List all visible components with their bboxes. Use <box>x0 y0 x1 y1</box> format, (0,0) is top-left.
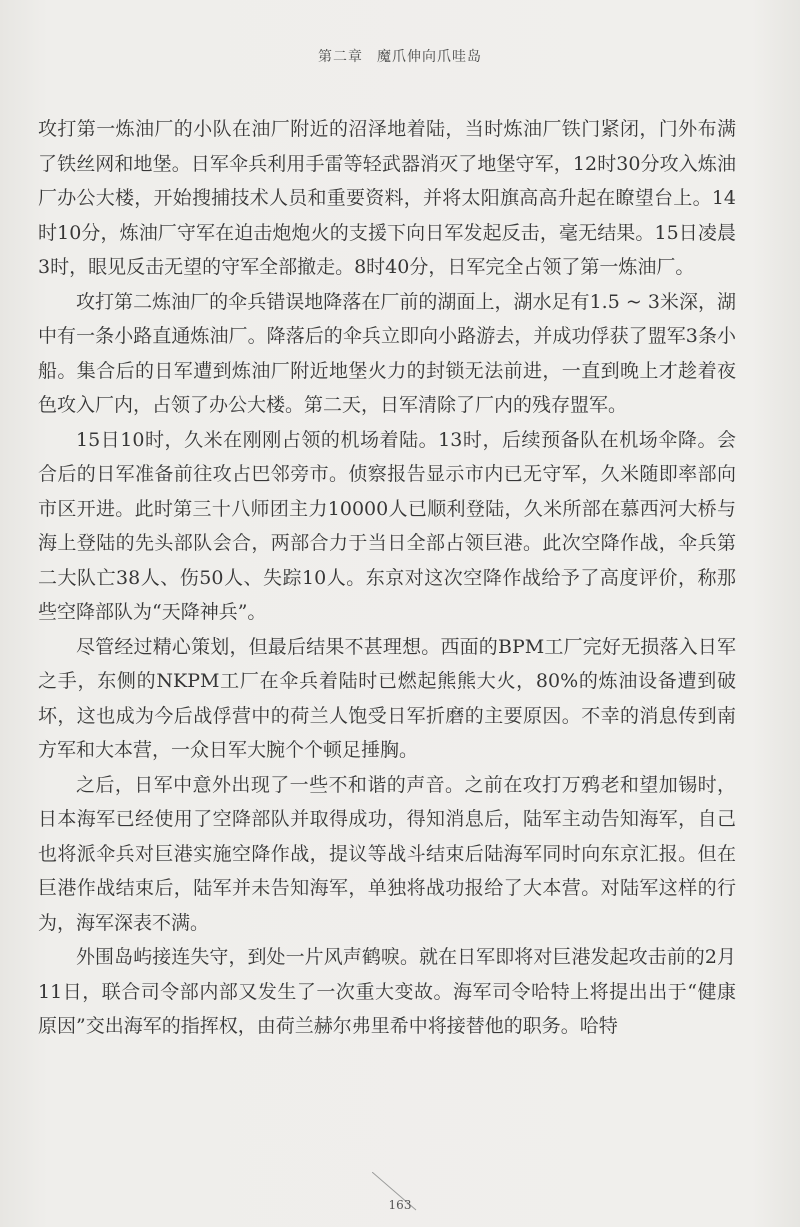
paragraph: 攻打第一炼油厂的小队在油厂附近的沼泽地着陆，当时炼油厂铁门紧闭，门外布满了铁丝网和地堡。日军伞兵利用手雷等轻武器消灭了地堡守军，12时30分攻入炼油厂办公大楼，开始搜捕技术人员和重要资料，并将太阳旗高高升起在瞭望台上。14时10分，炼油厂守军在迫击炮炮火的支援下向日军发起反击，毫无结果。15日凌晨3时，眼见反击无望的守军全部撤走。8时40分，日军完全占领了第一炼油厂。 <box>38 118 736 278</box>
paragraph: 外围岛屿接连失守，到处一片风声鹤唳。就在日军即将对巨港发起攻击前的2月11日，联合司令部内部又发生了一次重大变故。海军司令哈特上将提出出于“健康原因”交出海军的指挥权，由荷兰赫尔弗里希中将接替他的职务。哈特 <box>38 946 736 1037</box>
paragraph: 15日10时，久米在刚刚占领的机场着陆。13时，后续预备队在机场伞降。会合后的日军准备前往攻占巴邻旁市。侦察报告显示市内已无守军，久米随即率部向市区开进。此时第三十八师团主力10000人已顺利登陆，久米所部在慕西河大桥与海上登陆的先头部队会合，两部合力于当日全部占领巨港。此次空降作战，伞兵第二大队亡38人、伤50人、失踪10人。东京对这次空降作战给予了高度评价，称那些空降部队为“天降神兵”。 <box>38 428 736 623</box>
running-header <box>0 46 800 66</box>
page-number: 163 <box>388 1198 412 1212</box>
paragraph: 之后，日军中意外出现了一些不和谐的声音。之前在攻打万鸦老和望加锡时，日本海军已经使用了空降部队并取得成功，得知消息后，陆军主动告知海军，自己也将派伞兵对巨港实施空降作战，提议等战斗结束后陆海军同时向东京汇报。但在巨港作战结束后，陆军并未告知海军，单独将战功报给了大本营。对陆军这样的行为，海军深表不满。 <box>38 773 736 934</box>
paragraph: 尽管经过精心策划，但最后结果不甚理想。西面的BPM工厂完好无损落入日军之手，东侧的NKPM工厂在伞兵着陆时已燃起熊熊大火，80%的炼油设备遭到破坏，这也成为今后战俘营中的荷兰人饱受日军折磨的主要原因。不幸的消息传到南方军和大本营，一众日军大腕个个顿足捶胸。 <box>38 635 736 761</box>
paragraph: 攻打第二炼油厂的伞兵错误地降落在厂前的湖面上，湖水足有1.5 ~ 3米深，湖中有一条小路直通炼油厂。降落后的伞兵立即向小路游去，并成功俘获了盟军3条小船。集合后的日军遭到炼油厂附近地堡火力的封锁无法前进，一直到晚上才趁着夜色攻入厂内，占领了办公大楼。第二天，日军清除了厂内的残存盟军。 <box>38 290 736 416</box>
body-text <box>38 112 736 1044</box>
chapter-title: 魔爪伸向爪哇岛 <box>377 49 482 65</box>
chapter-number: 第二章 <box>318 49 363 65</box>
